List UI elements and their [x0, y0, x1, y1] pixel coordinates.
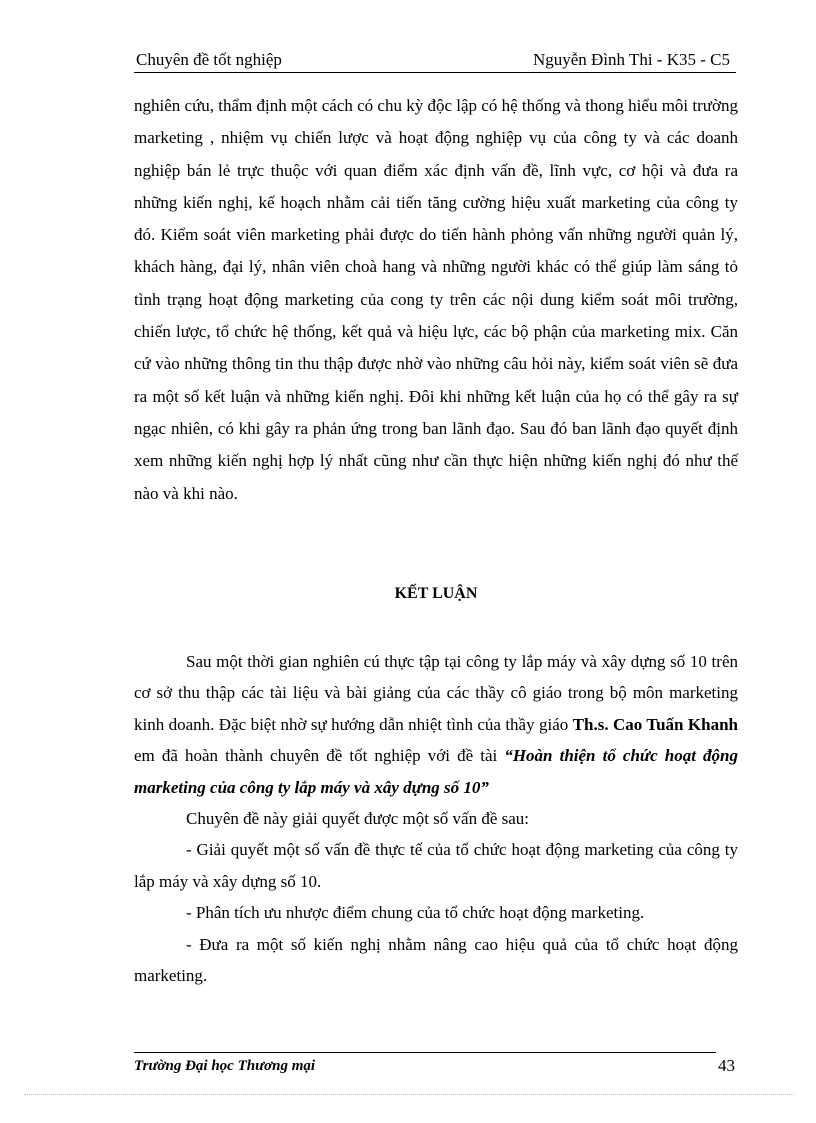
conclusion-text-intro: Sau một thời gian nghiên cú thực tập tại công ty lắp máy và xây dựng số 10 trên cơ sở thu thập các tài liệu và bài giảng của các thầy cô giáo trong bộ môn marketing kinh doanh. Đặc biệt nhờ sự hướng dẫn nhiệt tình của thầy giáo [134, 652, 738, 734]
conclusion-section [134, 646, 738, 991]
body-paragraph: nghiên cứu, thẩm định một cách có chu kỳ độc lập có hệ thống và thong hiểu môi trường marketing , nhiệm vụ chiến lược và hoạt động nghiệp vụ của công ty và các doanh nghiệp bán lẻ trực thuộc với quan điểm xác định vấn đề, lĩnh vực, cơ hội và đưa ra những kiến nghị, kế hoạch nhằm cải tiến tăng cường hiệu xuất marketing của công ty đó. Kiểm soát viên marketing phải được do tiến hành phỏng vấn những người quản lý, khách hàng, đại lý, nhân viên choà hang và những người khác có thể giúp làm sáng tỏ tình trạng hoạt động marketing của cong ty trên các nội dung kiểm soát môi trường, chiến lược, tổ chức hệ thống, kết quả và hiệu lực, các bộ phận của marketing mix. Căn cứ vào những thông tin thu thập được nhờ vào những câu hỏi này, kiểm soát viên sẽ đưa ra một số kết luận và những kiến nghị. Đôi khi những kết luận của họ có thể gây ra sự ngạc nhiên, có khi gây ra phản ứng trong ban lãnh đạo. Sau đó ban lãnh đạo quyết định xem những kiến nghị hợp lý nhất cũng như cần thực hiện những kiến nghị đó như thế nào và khi nào. [134, 96, 738, 503]
conclusion-point-1: - Giải quyết một số vấn đề thực tế của tổ chức hoạt động marketing của công ty lắp máy và xây dựng số 10. [134, 840, 738, 891]
conclusion-paragraph-1 [134, 646, 738, 803]
page-header [134, 46, 736, 73]
conclusion-heading: KẾT LUẬN [394, 585, 478, 602]
advisor-name: Th.s. Cao Tuấn Khanh [572, 714, 738, 734]
conclusion-point-2: - Phân tích ưu nhược điểm chung của tổ chức hoạt động marketing. [186, 903, 645, 923]
footer-divider [134, 1052, 716, 1053]
page-number: 43 [718, 1056, 735, 1075]
conclusion-text-mid: em đã hoàn thành chuyên đề tốt nghiệp với đề tài [134, 746, 505, 766]
header-author: Nguyễn Đình Thi - K35 - C5 [532, 50, 730, 69]
thesis-title: “Hoàn thiện tổ chức hoạt động marketing của công ty lắp máy và xây dựng số 10” [134, 746, 738, 797]
footer-school: Trường Đại học Thương mại [134, 1058, 316, 1074]
header-title: Chuyên đề tốt nghiệp [136, 50, 282, 69]
conclusion-paragraph-2: Chuyên đề này giải quyết được một số vấn đề sau: [186, 809, 530, 829]
page-edge-divider [24, 1094, 794, 1095]
body-section [134, 90, 738, 510]
conclusion-point-3: - Đưa ra một số kiến nghị nhằm nâng cao hiệu quả của tổ chức hoạt động marketing. [134, 934, 738, 986]
